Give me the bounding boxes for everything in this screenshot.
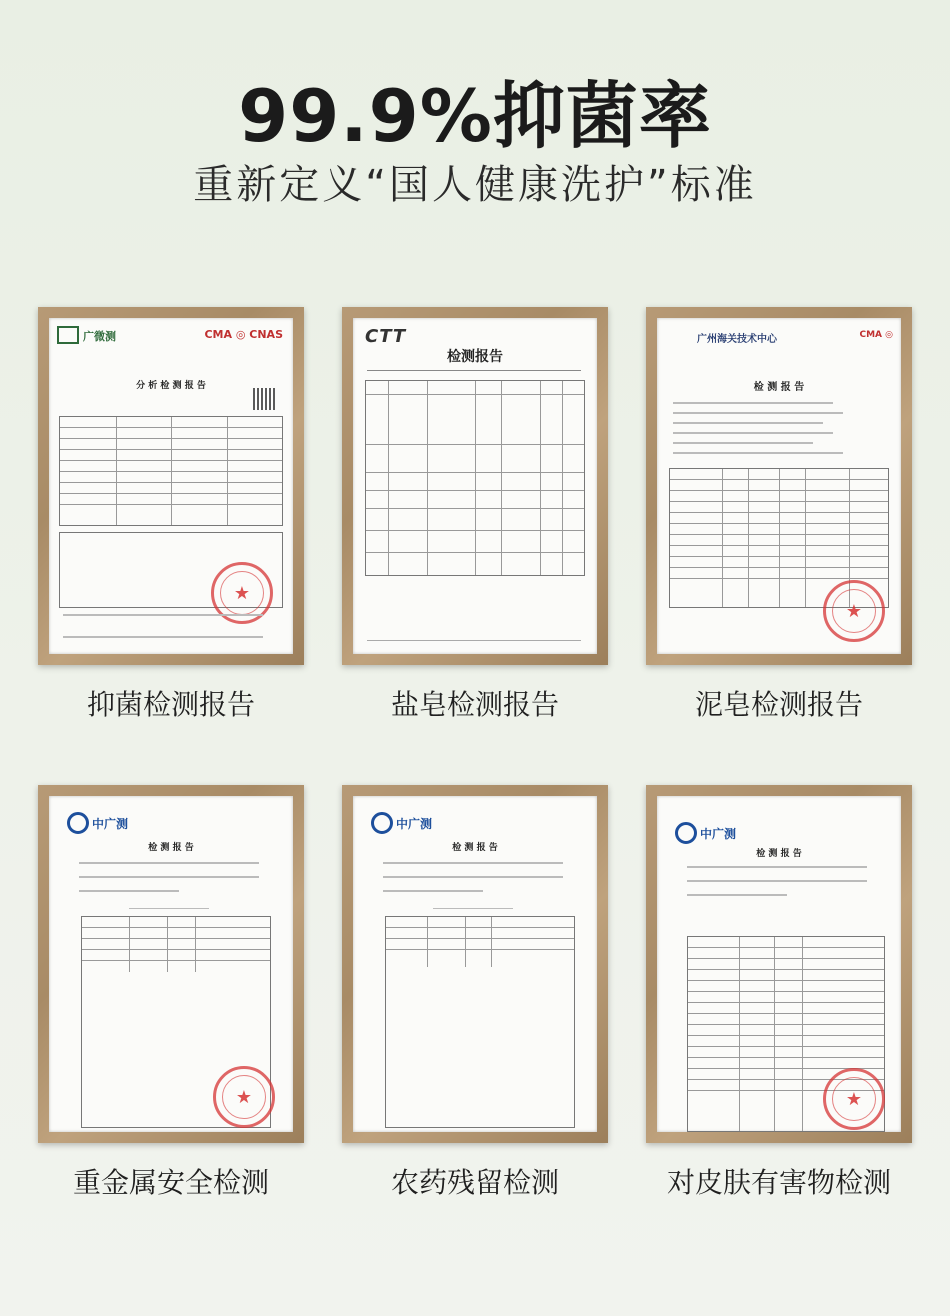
certificate-frame-skin-harmful bbox=[646, 785, 912, 1143]
certificate-paper bbox=[49, 796, 293, 1132]
org-name: 广微测 bbox=[83, 330, 116, 343]
document-title: 检 测 报 告 bbox=[756, 849, 802, 859]
org-name: 中广测 bbox=[396, 816, 433, 831]
report-table bbox=[365, 380, 585, 576]
qr-code-icon bbox=[253, 388, 275, 410]
certificate-frame-mud-soap bbox=[646, 307, 912, 665]
cma-logo-icon: CMA ◎ CNAS bbox=[204, 328, 283, 341]
report-table bbox=[385, 916, 575, 1128]
certificate-paper bbox=[353, 318, 597, 654]
report-table bbox=[59, 416, 283, 526]
org-logo bbox=[371, 812, 432, 834]
org-name: 中广测 bbox=[92, 816, 129, 831]
caption-antibacterial: 抑菌检测报告 bbox=[86, 688, 255, 721]
zgc-logo-icon bbox=[371, 812, 393, 834]
document-title: 分 析 检 测 报 告 bbox=[136, 381, 206, 391]
document-title: 检 测 报 告 bbox=[753, 382, 805, 393]
zgc-logo-icon bbox=[675, 822, 697, 844]
org-name: 广州海关技术中心 bbox=[697, 334, 777, 345]
document-title: 检 测 报 告 bbox=[148, 843, 194, 853]
document-title: 检 测 报 告 bbox=[452, 843, 498, 853]
certificate-paper bbox=[353, 796, 597, 1132]
org-logo bbox=[67, 812, 128, 834]
certificate-paper bbox=[657, 796, 901, 1132]
document-title: 检测报告 bbox=[447, 349, 503, 365]
caption-mud-soap: 泥皂检测报告 bbox=[694, 688, 863, 721]
certificate-frame-antibacterial bbox=[38, 307, 304, 665]
caption-salt-soap: 盐皂检测报告 bbox=[390, 688, 559, 721]
cma-logo-icon: CMA ◎ bbox=[859, 330, 893, 340]
certificate-frame-heavy-metal bbox=[38, 785, 304, 1143]
org-logo bbox=[675, 822, 736, 844]
caption-skin-harmful: 对皮肤有害物检测 bbox=[666, 1166, 891, 1199]
headline: 99.9%抑菌率 bbox=[238, 74, 712, 158]
red-seal-icon: ★ bbox=[211, 562, 273, 624]
org-name: CTT bbox=[365, 326, 407, 347]
certificate-paper bbox=[657, 318, 901, 654]
subheadline: 重新定义“国人健康洗护”标准 bbox=[193, 162, 757, 208]
certificate-paper bbox=[49, 318, 293, 654]
certificate-frame-salt-soap bbox=[342, 307, 608, 665]
red-seal-icon: ★ bbox=[213, 1066, 275, 1128]
org-name: 中广测 bbox=[700, 826, 737, 841]
certificate-frame-pesticide bbox=[342, 785, 608, 1143]
red-seal-icon: ★ bbox=[823, 1068, 885, 1130]
red-seal-icon: ★ bbox=[823, 580, 885, 642]
caption-pesticide: 农药残留检测 bbox=[390, 1166, 559, 1199]
zgc-logo-icon bbox=[67, 812, 89, 834]
caption-heavy-metal: 重金属安全检测 bbox=[72, 1166, 269, 1199]
org-logo-icon bbox=[57, 326, 79, 344]
